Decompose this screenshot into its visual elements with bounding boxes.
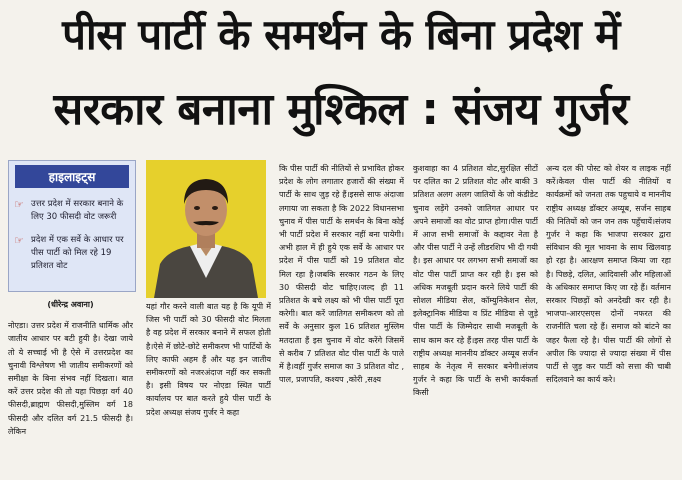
highlight-item-1 [9,198,135,224]
column-1-text: नोएडा। उत्तर प्रदेश में राजनीति धार्मिक और जातीय आधार पर बटी हुयी है। देखा जाये तो ये सच्चाई भी है ऐसे में उत्तरप्रदेश का चुनावी विश्लेषण भी जातीय समीकरणों को समीक्षा के बिना संभव नहीं दिखता। बात करें उत्तर प्रदेश की तो यहा पिछड़ा वर्ग 40 फीसदी,ब्राह्मण फीसदी,मुस्लिम वर्ग 18 फीसदी और दलित वर्ग 21.5 फीसदी है।लेकिन [8,321,133,436]
highlight-text-1: उत्तर प्रदेश में सरकार बनाने के लिए 30 फीसदी वोट जरूरी [31,199,124,222]
column-2-text: यहां गौर करने वाली बात यह है कि यूपी में जिस भी पार्टी को 30 फीसदी वोट मिलता है वह प्रदेश में सरकार बनाने में सफल होती है।ऐसे में छोटे-छोटे समीकरण भी पार्टियों के लिए काफी अहम हैं और यह इन जातीय समीकरणों को नजरअंदाज नहीं कर सकती है। इसी विषय पर नोएडा स्थित पार्टी कार्यालय पर बात करते हुये पीस पार्टी के प्रदेश अध्यक्ष संजय गुर्जर ने कहा [146,302,271,417]
article-column-5 [546,162,671,478]
highlights-box [8,160,136,292]
headline-line-1: पीस पार्टी के समर्थन के बिना प्रदेश में [62,10,620,59]
pointing-hand-icon: ☞ [14,234,24,247]
person-portrait-image [146,160,266,298]
headline-line-2: सरकार बनाना मुश्किल : संजय गुर्जर [53,84,629,135]
byline: (धीरेन्द्र अवाना) [47,300,94,309]
column-4-text: कुशवाहा का 4 प्रतिशत वोट,सुरक्षित सीटों पर दलित का 2 प्रतिशत वोट और बाकी 3 प्रतिशत अलग अलग जातियों के जो कंडीडेट चुनाव लड़ेंगे उनको जातिगत आधार पर अपने समाजों का वोट प्राप्त होगा।पीस पार्टी में आज सभी समाजों के कद्दावर नेता है और पीस पार्टी ने उन्हें लीडरशिप भी दी गयी है। इस आधार पर लगभग सभी समाजों का वोट पीस पार्टी प्राप्त कर रही है। इस को अधिक मजबूती प्रदान करने लिये पार्टी की सोशल मीडिया सेल, कॉम्युनिकेशन सेल, इलेक्ट्रानिक मीडिया व प्रिंट मीडिया से जुड़े पीस पार्टी के जिम्मेदार साथी मजबूती के साथ काम कर रहे हैं।इस तरह पीस पार्टी के राष्ट्रीय अध्यक्ष माननीय डॉक्टर अय्यूब सर्जन साहब के नेतृत्व में सरकार बनेगी।संजय गुर्जर ने कहा कि पार्टी के सभी कार्यकर्ता किसी [413,164,538,398]
pointing-hand-icon: ☞ [14,198,24,211]
highlights-title: हाइलाइट्स [15,165,129,188]
article-column-1 [8,298,133,478]
column-5-text: अन्य दल की पोस्ट को शेयर व लाइक नहीं करें।केवल पीस पार्टी की नीतियों व कार्यक्रमों को जनता तक पहुचाये व माननीय राष्ट्रीय अध्यक्ष डॉक्टर अय्यूब, सर्जन साहब की नितियों को जन जन तक पहुँचायें।संजय गुर्जर ने कहा कि भाजपा सरकार द्वारा संविधान की मूल भावना के साथ खिलवाड़ हो रहा है। आरक्षण समाप्त किया जा रहा है। पिछड़े, दलित, आदिवासी और महिलाओं के अधिकार समाप्त किए जा रहे हैं। वर्तमान सरकार पिछड़ों को अनदेखी कर रही है। भाजपा-आरएसएस दोनों नफरत की राजनीति चला रहे हैं। समाज को बांटने का जहर फैला रहे है। पीस पार्टी की लोगों से अपील कि ज्यादा से ज्यादा संख्या में पीस पार्टी से जुड़ कर पार्टी को सत्ता की चाबी सदिलवाने का कार्य करे। [546,164,671,385]
column-3-text: कि पीस पार्टी की नीतियों से प्रभावित होकर प्रदेश के लोग लगातार हजारों की संख्या में पार्टी के साथ जुड़ रहे हैं।इससे साफ अंदाजा लगाया जा सकता है कि 2022 विधानसभा चुनाव में पीस पार्टी के समर्थन के बिना कोई भी पार्टी प्रदेश में सरकार नहीं बना पायेगी।अभी हाल में ही हुये एक सर्वे के आधार पर प्रदेश में पीस पार्टी को 19 प्रतिशत वोट मिल रहा है।जबकि सरकार गठन के लिए 30 फीसदी वोट चाहिए।जल्द ही 11 प्रतिशत के बचे लक्ष्य को भी पीस पार्टी पूरा करेगी। बात करें जातिगत समीकरण को तो सर्वे के अनुसार कुल 16 प्रतिशत मुस्लिम मतदाता हैं इस चुनाव में वोट करेंगे जिसमें से करीब 7 प्रतिशत वोट पीस पार्टी के पाले में है।वहीं गुर्जर समाज का 3 प्रतिशत वोट , पाल, प्रजापति, कश्यप ,कोरी ,सक्ष्य [279,164,404,385]
article-column-2 [146,300,271,478]
article-column-3 [279,162,404,478]
article-column-4 [413,162,538,478]
highlight-item-2 [9,234,135,273]
portrait-photo [146,160,266,298]
highlight-text-2: प्रदेश में एक सर्वे के आधार पर पीस पार्टी को मिल रहे 19 प्रतिशत वोट [31,235,124,271]
